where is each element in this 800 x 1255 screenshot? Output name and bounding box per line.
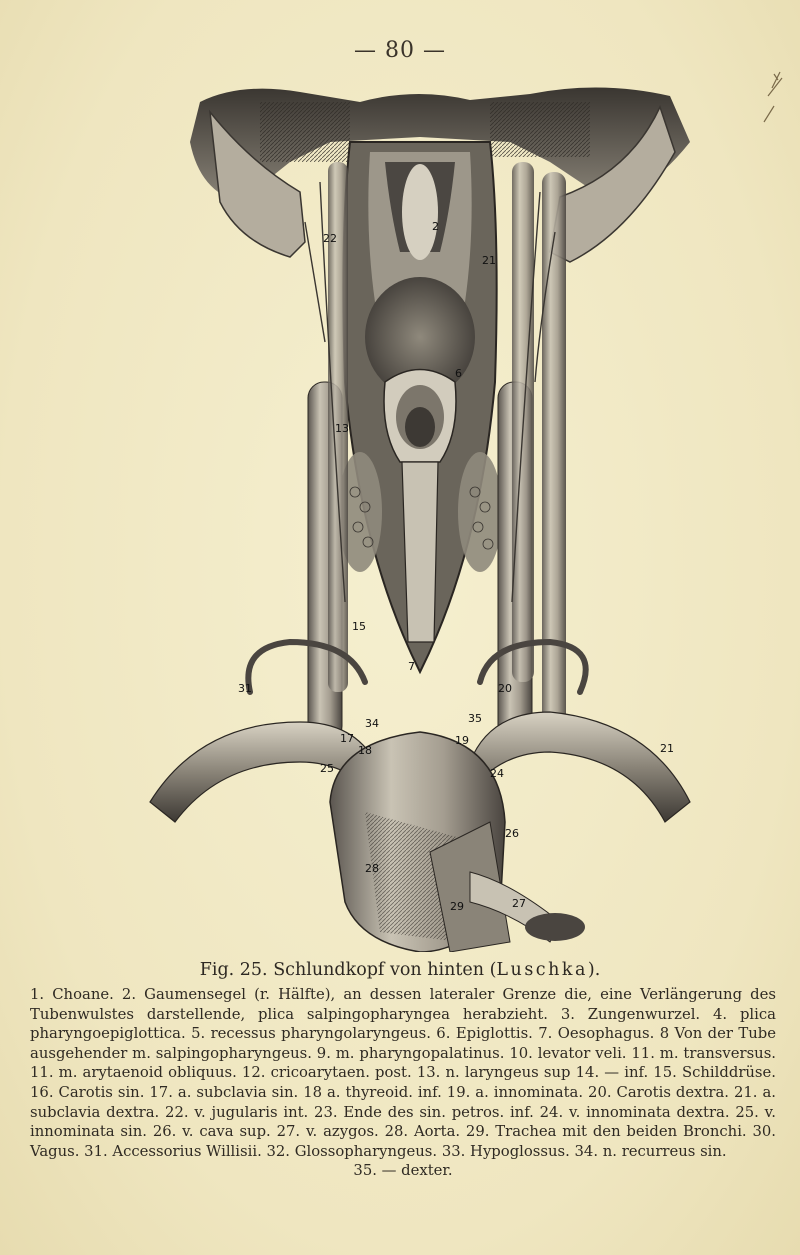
anatomical-illustration <box>130 82 700 952</box>
legend-last-line: 35. — dexter. <box>353 1162 453 1180</box>
caption-prefix: Fig. 25. <box>199 960 268 980</box>
plate-label-28: 28 <box>365 862 379 875</box>
plate-label-7: 7 <box>408 660 415 673</box>
plate-label-19: 19 <box>455 734 469 747</box>
plate-label-18: 18 <box>358 744 372 757</box>
figure-caption <box>0 960 800 980</box>
margin-pencil-mark <box>744 70 784 150</box>
plate-label-15: 15 <box>352 620 366 633</box>
plate-label-25: 25 <box>320 762 334 775</box>
plate-label-26: 26 <box>505 827 519 840</box>
plate-label-27: 27 <box>512 897 526 910</box>
plate-label-34: 34 <box>365 717 379 730</box>
plate-label-23: 21 <box>660 742 674 755</box>
plate-label-22: 22 <box>323 232 337 245</box>
plate-label-13: 13 <box>335 422 349 435</box>
figure-legend <box>30 985 776 1181</box>
plate-label-31: 31 <box>238 682 252 695</box>
page-number: — 80 — <box>354 38 446 63</box>
plate-label-24: 24 <box>490 767 504 780</box>
plate-label-20: 20 <box>498 682 512 695</box>
legend-text: 1. Choane. 2. Gaumensegel (r. Hälfte), an dessen lateraler Grenze die, eine Verlängerung des Tubenwulstes darstellende, plica salpingopharyngea herabzieht. 3. Zungenwurzel. 4. plica pharyngoepiglottica. 5. recessus pharyngolaryngeus. 6. Epiglottis. 7. Oesophagus. 8 Von der Tube ausgehender m. salpingopharyngeus. 9. m. pharyngopalatinus. 10. levator veli. 11. m. transversus. 11. m. arytaenoid obliquus. 12. cricoarytaen. post. 13. n. laryngeus sup 14. — inf. 15. Schilddrüse. 16. Carotis sin. 17. a. subclavia sin. 18 a. thyreoid. inf. 19. a. innominata. 20. Carotis dextra. 21. a. subclavia dextra. 22. v. jugularis int. 23. Ende des sin. petros. inf. 24. v. innominata dextra. 25. v. innominata sin. 26. v. cava sup. 27. v. azygos. 28. Aorta. 29. Trachea mit den beiden Bronchi. 30. Vagus. 31. Accessorius Willisii. 32. Glossopharyngeus. 33. Hypoglossus. 34. n. recurreus sin. <box>30 986 776 1160</box>
caption-title: Schlundkopf von hinten ( <box>273 960 497 980</box>
caption-suffix: ). <box>587 960 601 980</box>
caption-author: Luschka <box>496 960 588 980</box>
plate-label-35: 35 <box>468 712 482 725</box>
plate-label-6: 6 <box>455 367 462 380</box>
pharynx-drawing <box>130 82 700 952</box>
plate-label-2: 2 <box>432 220 439 233</box>
plate-label-21: 21 <box>482 254 496 267</box>
plate-label-17: 17 <box>340 732 354 745</box>
plate-label-29: 29 <box>450 900 464 913</box>
